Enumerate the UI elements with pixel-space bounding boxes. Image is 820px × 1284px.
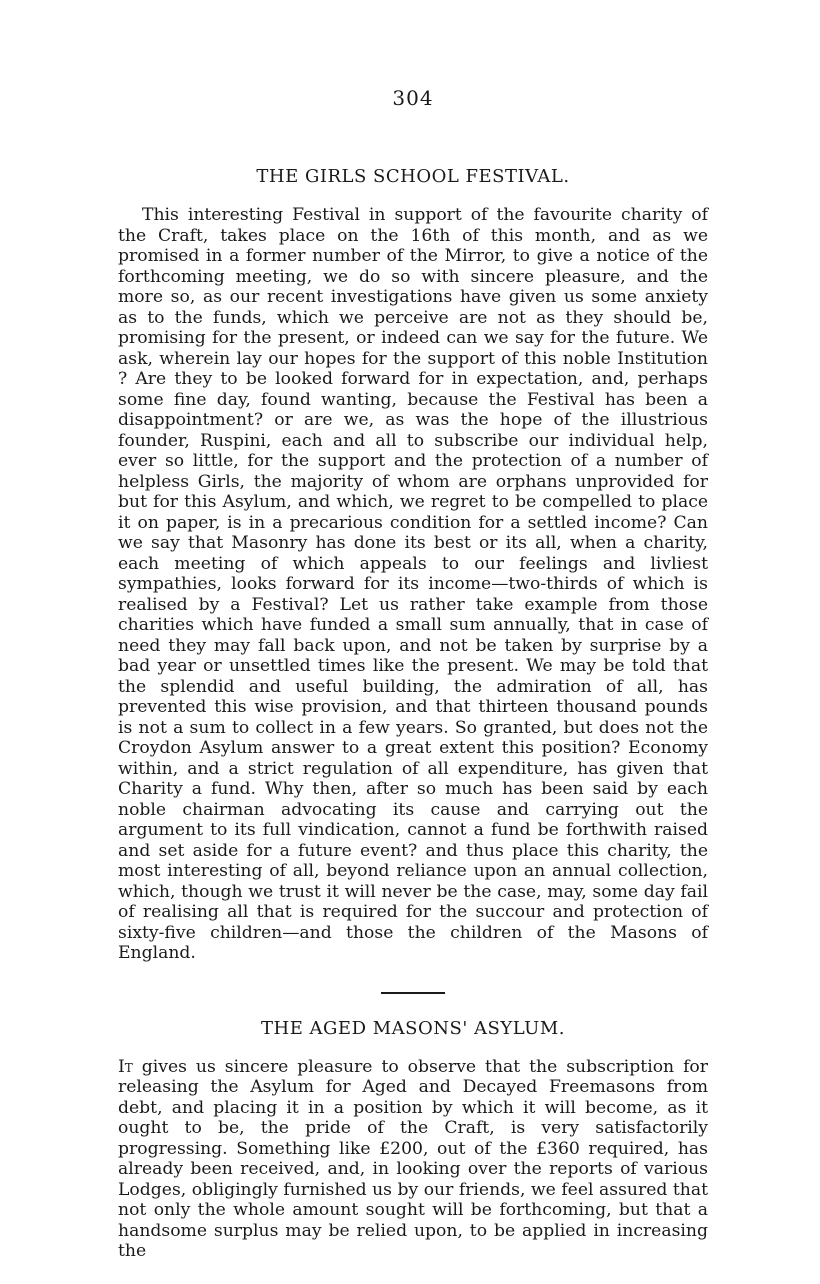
- page-number: 304: [392, 86, 434, 110]
- article-title-girls-school-festival: THE GIRLS SCHOOL FESTIVAL.: [256, 166, 570, 187]
- lead-word: It: [118, 1056, 133, 1077]
- article-body-girls-school-festival: This interesting Festival in support of the favourite charity of the Craft, takes place on the 16th of this month, and as we promised in a former number of the Mirror, to give a notice of the forthcoming meeting, we do so with sincere pleasure, and the more so, as our recent investigations have given us some anxiety as to the funds, which we perceive are not as they should be, promising for the present, or indeed can we say for the future. We ask, wherein lay our hopes for the support of this noble Institution ? Are they to be looked forward for in expectation, and, perhaps some fine day, found wanting, because the Festival has been a disappointment? or are we, as was the hope of the illustrious founder, Ruspini, each and all to subscribe our individual help, ever so little, for the support and the protection of a number of helpless Girls, the majority of whom are orphans unprovided for but for this Asylum, and which, we regret to be compelled to place it on paper, is in a precarious condition for a settled income? Can we say that Masonry has done its best or its all, when a charity, each meeting of which appeals to our feelings and livliest sympathies, looks forward for its income—two-thirds of which is realised by a Festival? Let us rather take example from those charities which have funded a small sum annually, that in case of need they may fall back upon, and not be taken by surprise by a bad year or unsettled times like the present. We may be told that the splendid and useful building, the admiration of all, has prevented this wise provision, and that thirteen thousand pounds is not a sum to collect in a few years. So granted, but does not the Croydon Asylum answer to a great extent this position? Economy within, and a strict regulation of all expenditure, has given that Charity a fund. Why then, after so much has been said by each noble chairman advocating its cause and carrying out the argument to its full vindication, cannot a fund be forthwith raised and set aside for a future event? and thus place this charity, the most interesting of all, beyond reliance upon an annual collection, which, though we trust it will never be the case, may, some day fail of realising all that is required for the succour and protection of sixty-five children—and those the children of the Masons of England.: [118, 205, 708, 963]
- section-divider: [381, 992, 445, 994]
- article-body-aged-masons-asylum: [118, 1057, 708, 1262]
- article-body-text: gives us sincere pleasure to observe that the subscription for releasing the Asylum for Aged and Decayed Freemasons from debt, and placing it in a position by which it will become, as it ought to be, the pride of the Craft, is very satisfactorily progressing. Something like £200, out of the £360 required, has already been received, and, in looking over the reports of various Lodges, obligingly furnished us by our friends, we feel assured that not only the whole amount sought will be forthcoming, but that a handsome surplus may be relied upon, to be applied in increasing the: [118, 1056, 708, 1261]
- article-title-aged-masons-asylum: THE AGED MASONS' ASYLUM.: [260, 1017, 565, 1039]
